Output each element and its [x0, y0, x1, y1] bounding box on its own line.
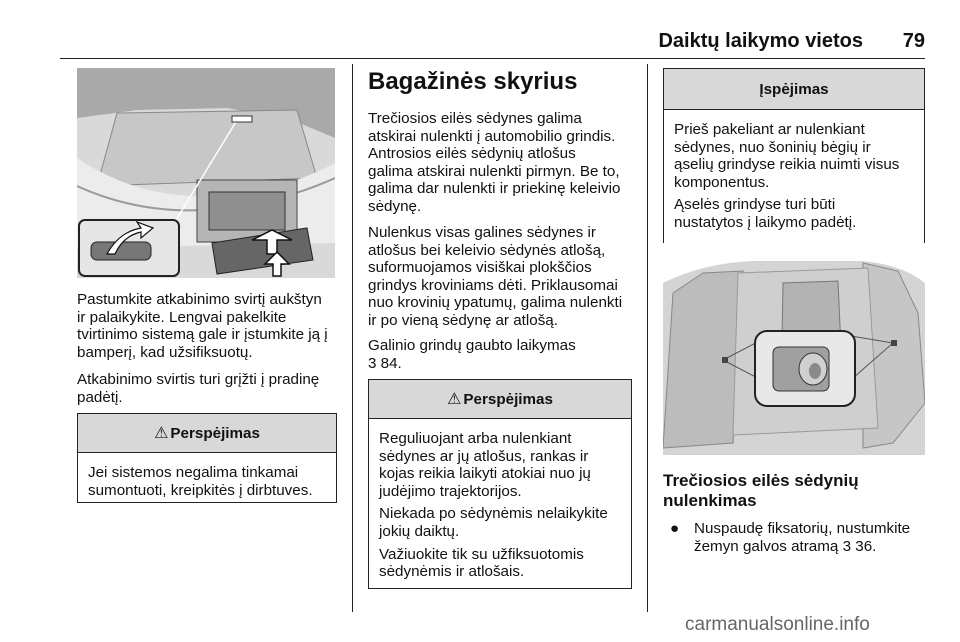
- text-line: suformuojamos visiškai plokščios: [368, 259, 592, 277]
- warning-body: [664, 110, 924, 232]
- caution-box-components: [663, 68, 925, 264]
- text-line: padėtį.: [77, 388, 123, 406]
- text-line: jokių daiktų.: [379, 522, 460, 540]
- text-line: sėdynę.: [368, 197, 422, 215]
- text-line: sėdynes, nuo šoninių bėgių ir: [674, 138, 871, 156]
- page-number: 79: [902, 30, 925, 52]
- bullet-marker: ●: [670, 520, 680, 537]
- page-reference-link[interactable]: 3 84.: [368, 354, 402, 372]
- bullet-text-line: žemyn galvos atramą: [694, 537, 839, 555]
- text-line: Prieš pakeliant ar nulenkiant: [674, 121, 865, 138]
- text-line: Trečiosios eilės sėdynių: [663, 471, 859, 490]
- text-line: Važiuokite tik su užfiksuotomis: [379, 545, 584, 563]
- warning-body: [78, 453, 336, 499]
- watermark-text: carmanualsonline.info: [685, 614, 870, 635]
- text-line: judėjimo trajektorijos.: [379, 482, 522, 500]
- text-line: Jei sistemos negalima tinkamai: [88, 464, 299, 481]
- third-row-seat-illustration: [663, 243, 925, 455]
- text-line: kojas reikia laikyti atokiai nuo jų: [379, 465, 591, 483]
- text-line: tvirtinimo sistemą gale ir įstumkite ją į: [77, 326, 328, 344]
- header-rule: [60, 58, 925, 59]
- column-divider-left: [352, 64, 353, 612]
- text-line: komponentus.: [674, 173, 770, 191]
- warning-paragraph: [379, 546, 621, 581]
- text-line: nulenkimas: [663, 491, 757, 510]
- text-line: sumontuoti, kreipkitės į dirbtuves.: [88, 481, 313, 499]
- text-line: galima dar nulenkti ir priekinę keleivio: [368, 180, 621, 198]
- warning-title: Perspėjimas: [463, 390, 553, 408]
- text-line: Reguliuojant arba nulenkiant: [379, 430, 572, 447]
- warning-icon: ⚠: [154, 425, 169, 442]
- warning-box-seat-adjust: [368, 379, 632, 589]
- text-line: Atkabinimo svirtis turi grįžti į pradinę: [77, 371, 320, 388]
- release-lever-note: [77, 371, 347, 406]
- warning-icon: ⚠: [447, 391, 462, 408]
- text-line: atlošus bei keleivio sėdynės atlošą,: [368, 241, 606, 259]
- warning-paragraph: [674, 121, 914, 191]
- warning-paragraph: [674, 196, 914, 231]
- text-line: Nulenkus visas galines sėdynes ir: [368, 224, 596, 241]
- page-reference-link[interactable]: 3 36.: [842, 537, 877, 555]
- text-line: Galinio grindų gaubto laikymas: [368, 337, 576, 354]
- page-header: [60, 28, 925, 58]
- text-line: Niekada po sėdynėmis nelaikykite: [379, 505, 608, 523]
- seat-folding-paragraph: [368, 110, 643, 216]
- chapter-title: Daiktų laikymo vietos: [658, 30, 863, 52]
- subheading-third-row-folding: [663, 471, 925, 511]
- warning-paragraph: [379, 430, 621, 500]
- text-line: ąselių grindyse reikia nuimti visus: [674, 156, 900, 174]
- section-title: Bagažinės skyrius: [368, 68, 578, 95]
- text-line: atskirai nulenkti į automobilio grindis.: [368, 127, 616, 145]
- text-line: grindys kroviniams dėti. Priklausomai: [368, 276, 618, 294]
- text-line: ir po vieną sėdynę ar atlošą.: [368, 311, 558, 329]
- warning-body: [369, 419, 631, 581]
- text-line: galima atskirai nulenkti pirmyn. Be to,: [368, 162, 620, 180]
- text-line: Nuspaudę fiksatorių, nustumkite: [694, 520, 911, 537]
- text-line: ir palaikykite. Lengvai pakelkite: [77, 308, 287, 326]
- text-line: Trečiosios eilės sėdynes galima: [368, 110, 582, 127]
- warning-header: [78, 414, 336, 453]
- text-line: sėdynėmis ir atlošais.: [379, 563, 525, 581]
- text-line: nuo krovinių ypatumų, galima nulenkti: [368, 294, 623, 312]
- text-line: Antrosios eilės sėdynių atlošus: [368, 145, 576, 163]
- text-line: bamperį, kad užsifiksuotų.: [77, 343, 253, 361]
- warning-title: Įspėjimas: [759, 80, 829, 98]
- warning-box-installation: [77, 413, 337, 503]
- text-line: sėdynes ar jų atlošus, rankas ir: [379, 447, 589, 465]
- text-line: [694, 538, 930, 556]
- release-lever-instruction: [77, 291, 347, 361]
- bullet-item-headrest: [670, 520, 930, 555]
- flat-floor-paragraph: [368, 224, 643, 330]
- warning-header: [369, 380, 631, 419]
- text-line: Ąselės grindyse turi būti: [674, 196, 836, 214]
- column-divider-right: [647, 64, 648, 612]
- floor-cover-reference: [368, 337, 643, 372]
- text-line: nustatytos į laikymo padėtį.: [674, 213, 857, 231]
- bullet-text: [670, 520, 930, 555]
- warning-header: [664, 69, 924, 110]
- warning-paragraph: [379, 505, 621, 540]
- tow-bar-illustration: [77, 68, 335, 278]
- text-line: Pastumkite atkabinimo svirtį aukštyn: [77, 291, 322, 308]
- warning-title: Perspėjimas: [170, 424, 260, 442]
